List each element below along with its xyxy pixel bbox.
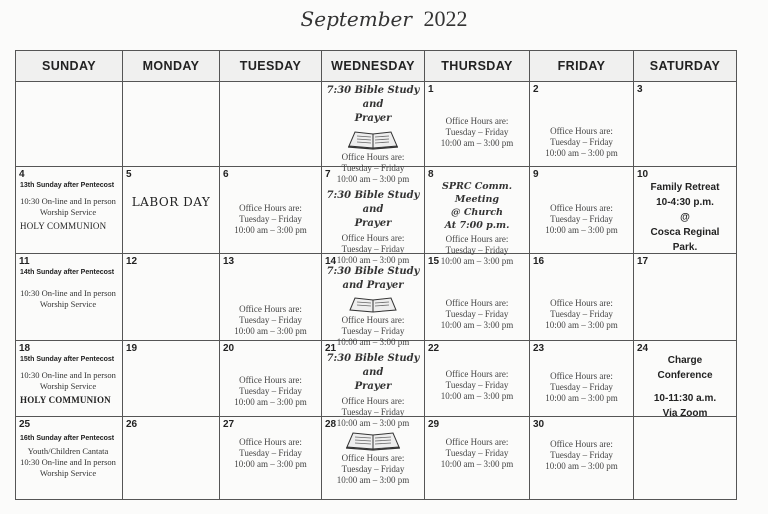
week-row xyxy=(16,341,737,417)
holy-communion: HOLY COMMUNION xyxy=(20,221,107,231)
day-cell-tuesday xyxy=(220,341,322,417)
day-cell-sunday xyxy=(16,254,123,341)
office-hours-line2: Tuesday – Friday xyxy=(341,407,405,417)
office-hours-line1: Office Hours are: xyxy=(341,453,405,463)
day-cell-friday xyxy=(530,254,634,341)
office-hours-line1: Office Hours are: xyxy=(550,439,613,449)
bible-study-line1: 7:30 Bible Study and xyxy=(326,353,420,378)
office-hours-line2: Tuesday – Friday xyxy=(341,464,405,474)
service-time: 10:30 On-line and In person xyxy=(20,457,116,467)
day-cell-saturday xyxy=(634,254,737,341)
office-hours-line2: Tuesday – Friday xyxy=(445,448,509,458)
sprc-meeting-line2: @ Church xyxy=(451,207,503,218)
office-hours-line2: Tuesday – Friday xyxy=(341,326,405,336)
office-hours-line3: 10:00 am – 3:00 pm xyxy=(234,459,307,469)
day-cell-monday xyxy=(123,417,220,500)
day-number: 8 xyxy=(428,169,434,180)
day-cell-monday xyxy=(123,254,220,341)
day-number: 5 xyxy=(126,169,132,180)
day-cell-monday xyxy=(123,341,220,417)
office-hours-line2: Tuesday – Friday xyxy=(239,315,302,325)
office-hours-line2: Tuesday – Friday xyxy=(239,448,302,458)
year: 2022 xyxy=(423,6,468,31)
day-number: 4 xyxy=(19,169,25,180)
office-hours-line3: 10:00 am – 3:00 pm xyxy=(545,320,618,330)
day-number: 28 xyxy=(325,419,337,430)
charge-conference-via: Via Zoom xyxy=(662,408,708,419)
office-hours-line3: 10:00 am – 3:00 pm xyxy=(440,256,514,266)
day-cell-wednesday xyxy=(322,82,425,184)
office-hours-line3: 10:00 am – 3:00 pm xyxy=(336,418,410,428)
office-hours-line1: Office Hours are: xyxy=(239,437,302,447)
office-hours-line3: 10:00 am – 3:00 pm xyxy=(440,391,514,401)
sunday-occasion: 15th Sunday after Pentecost xyxy=(20,356,115,363)
day-number: 24 xyxy=(637,343,649,354)
day-number: 29 xyxy=(428,419,440,430)
bible-study-line1: 7:30 Bible Study and xyxy=(326,85,420,110)
sunday-occasion: 13th Sunday after Pentecost xyxy=(20,182,115,189)
week-row xyxy=(16,82,737,167)
day-number: 25 xyxy=(19,419,31,430)
office-hours-line1: Office Hours are: xyxy=(239,203,302,213)
family-retreat-location: Cosca Reginal xyxy=(650,227,720,238)
sunday-occasion: 16th Sunday after Pentecost xyxy=(20,435,115,442)
office-hours-line3: 10:00 am – 3:00 pm xyxy=(234,397,307,407)
office-hours-line1: Office Hours are: xyxy=(550,371,613,381)
day-number: 13 xyxy=(223,256,235,267)
office-hours-line1: Office Hours are: xyxy=(341,233,405,243)
office-hours-line1: Office Hours are: xyxy=(445,437,509,447)
office-hours-line1: Office Hours are: xyxy=(445,234,509,244)
service-time: 10:30 On-line and In person xyxy=(20,288,116,298)
office-hours-line2: Tuesday – Friday xyxy=(550,309,613,319)
charge-conference-time: 10-11:30 a.m. xyxy=(653,393,717,404)
office-hours-line3: 10:00 am – 3:00 pm xyxy=(336,475,410,485)
day-cell-thursday xyxy=(425,254,530,341)
charge-conference-line1: Charge xyxy=(667,355,703,366)
week-row xyxy=(16,254,737,341)
family-retreat-time: 10-4:30 p.m. xyxy=(656,197,714,208)
bible-study-line2: Prayer xyxy=(354,113,392,124)
header-thursday: THURSDAY xyxy=(425,51,530,82)
office-hours-line1: Office Hours are: xyxy=(341,315,405,325)
day-cell-tuesday xyxy=(220,417,322,500)
day-cell-sunday xyxy=(16,417,123,500)
office-hours-line2: Tuesday – Friday xyxy=(239,386,302,396)
service-name: Worship Service xyxy=(39,299,97,309)
day-number: 7 xyxy=(325,169,331,180)
header-monday: MONDAY xyxy=(123,51,220,82)
day-number: 18 xyxy=(19,343,31,354)
day-number: 16 xyxy=(533,256,545,267)
empty-day-cell xyxy=(634,417,737,500)
month-name: September xyxy=(300,7,412,31)
office-hours-line1: Office Hours are: xyxy=(550,298,613,308)
day-cell-friday xyxy=(530,341,634,417)
day-cell-friday xyxy=(530,167,634,254)
day-cell-tuesday xyxy=(220,167,322,254)
day-cell-friday xyxy=(530,82,634,167)
weekday-header-row xyxy=(16,51,737,82)
sprc-meeting-line1: SPRC Comm. Meeting xyxy=(441,181,513,205)
office-hours-line3: 10:00 am – 3:00 pm xyxy=(545,461,618,471)
service-name: Worship Service xyxy=(39,207,97,217)
day-number: 26 xyxy=(126,419,138,430)
office-hours-line3: 10:00 am – 3:00 pm xyxy=(545,225,618,235)
office-hours-line1: Office Hours are: xyxy=(341,152,405,162)
office-hours-line2: Tuesday – Friday xyxy=(341,163,405,173)
office-hours-line2: Tuesday – Friday xyxy=(550,382,613,392)
office-hours-line1: Office Hours are: xyxy=(445,298,509,308)
office-hours-line1: Office Hours are: xyxy=(445,116,509,126)
office-hours-line3: 10:00 am – 3:00 pm xyxy=(336,174,410,184)
service-time: 10:30 On-line and In person xyxy=(20,370,116,380)
service-name: Worship Service xyxy=(39,468,97,478)
office-hours-line2: Tuesday – Friday xyxy=(445,127,509,137)
week-row xyxy=(16,167,737,254)
day-number: 12 xyxy=(126,256,138,267)
service-time: 10:30 On-line and In person xyxy=(20,196,116,206)
day-number: 30 xyxy=(533,419,545,430)
header-tuesday: TUESDAY xyxy=(220,51,322,82)
office-hours-line3: 10:00 am – 3:00 pm xyxy=(440,138,514,148)
day-cell-monday xyxy=(123,167,220,254)
day-number: 19 xyxy=(126,343,138,354)
office-hours-line3: 10:00 am – 3:00 pm xyxy=(336,255,410,265)
office-hours-line3: 10:00 am – 3:00 pm xyxy=(545,393,618,403)
day-number: 23 xyxy=(533,343,545,354)
office-hours-line3: 10:00 am – 3:00 pm xyxy=(336,337,410,347)
charge-conference-line2: Conference xyxy=(657,370,713,381)
office-hours-line3: 10:00 am – 3:00 pm xyxy=(234,326,307,336)
day-cell-saturday xyxy=(634,82,737,167)
office-hours-line3: 10:00 am – 3:00 pm xyxy=(234,225,307,235)
open-bible-icon xyxy=(347,295,399,313)
office-hours-line2: Tuesday – Friday xyxy=(445,245,509,255)
day-number: 17 xyxy=(637,256,649,267)
day-cell-thursday xyxy=(425,341,530,417)
header-sunday: SUNDAY xyxy=(16,51,123,82)
open-bible-icon xyxy=(347,128,399,150)
cantata: Youth/Children Cantata xyxy=(27,446,109,456)
calendar-title xyxy=(0,6,768,32)
day-cell-wednesday xyxy=(322,254,425,347)
office-hours-line1: Office Hours are: xyxy=(341,396,405,406)
day-number: 22 xyxy=(428,343,440,354)
empty-day-cell xyxy=(16,82,123,167)
office-hours-line2: Tuesday – Friday xyxy=(550,137,613,147)
bible-study-line1: 7:30 Bible Study and xyxy=(326,190,420,215)
sprc-meeting-line3: At 7:00 p.m. xyxy=(444,220,510,231)
office-hours-line1: Office Hours are: xyxy=(239,304,302,314)
office-hours-line2: Tuesday – Friday xyxy=(445,309,509,319)
day-cell-thursday xyxy=(425,82,530,167)
office-hours-line2: Tuesday – Friday xyxy=(550,214,613,224)
bible-study-line2: Prayer xyxy=(354,381,392,392)
bible-study-line2: and Prayer xyxy=(342,280,404,291)
day-number: 15 xyxy=(428,256,440,267)
office-hours-line1: Office Hours are: xyxy=(239,375,302,385)
day-cell-sunday xyxy=(16,341,123,417)
empty-day-cell xyxy=(220,82,322,167)
week-row xyxy=(16,417,737,500)
service-name: Worship Service xyxy=(39,381,97,391)
empty-day-cell xyxy=(123,82,220,167)
header-wednesday: WEDNESDAY xyxy=(322,51,425,82)
office-hours-line3: 10:00 am – 3:00 pm xyxy=(545,148,618,158)
office-hours-line2: Tuesday – Friday xyxy=(550,450,613,460)
family-retreat-title: Family Retreat xyxy=(650,182,720,193)
day-number: 21 xyxy=(325,343,337,354)
header-saturday: SATURDAY xyxy=(634,51,737,82)
labor-day-label: LABOR DAY xyxy=(131,195,211,209)
office-hours-line2: Tuesday – Friday xyxy=(341,244,405,254)
office-hours-line3: 10:00 am – 3:00 pm xyxy=(440,320,514,330)
office-hours-line2: Tuesday – Friday xyxy=(239,214,302,224)
day-cell-saturday xyxy=(634,341,737,417)
day-number: 20 xyxy=(223,343,235,354)
day-number: 11 xyxy=(19,256,30,267)
day-cell-friday xyxy=(530,417,634,500)
day-cell-thursday xyxy=(425,417,530,500)
bible-study-line1: 7:30 Bible Study xyxy=(326,266,420,277)
office-hours-line1: Office Hours are: xyxy=(550,203,613,213)
open-bible-icon xyxy=(345,429,401,451)
day-number: 10 xyxy=(637,169,649,180)
day-number: 3 xyxy=(637,84,643,95)
calendar-grid xyxy=(15,50,737,500)
family-retreat-at: @ xyxy=(680,212,690,223)
day-number: 27 xyxy=(223,419,235,430)
day-cell-saturday xyxy=(634,167,737,254)
office-hours-line2: Tuesday – Friday xyxy=(445,380,509,390)
day-cell-tuesday xyxy=(220,254,322,341)
sunday-occasion: 14th Sunday after Pentecost xyxy=(20,269,115,276)
office-hours-line1: Office Hours are: xyxy=(445,369,509,379)
header-friday: FRIDAY xyxy=(530,51,634,82)
family-retreat-location2: Park. xyxy=(672,242,698,253)
day-number: 14 xyxy=(325,256,337,267)
office-hours-line3: 10:00 am – 3:00 pm xyxy=(440,459,514,469)
holy-communion: HOLY COMMUNION xyxy=(20,395,111,405)
day-cell-wednesday xyxy=(322,417,425,500)
day-number: 6 xyxy=(223,169,229,180)
day-cell-sunday xyxy=(16,167,123,254)
day-number: 9 xyxy=(533,169,539,180)
office-hours-line1: Office Hours are: xyxy=(550,126,613,136)
bible-study-line2: Prayer xyxy=(354,218,392,229)
day-number: 1 xyxy=(428,84,434,95)
day-number: 2 xyxy=(533,84,539,95)
